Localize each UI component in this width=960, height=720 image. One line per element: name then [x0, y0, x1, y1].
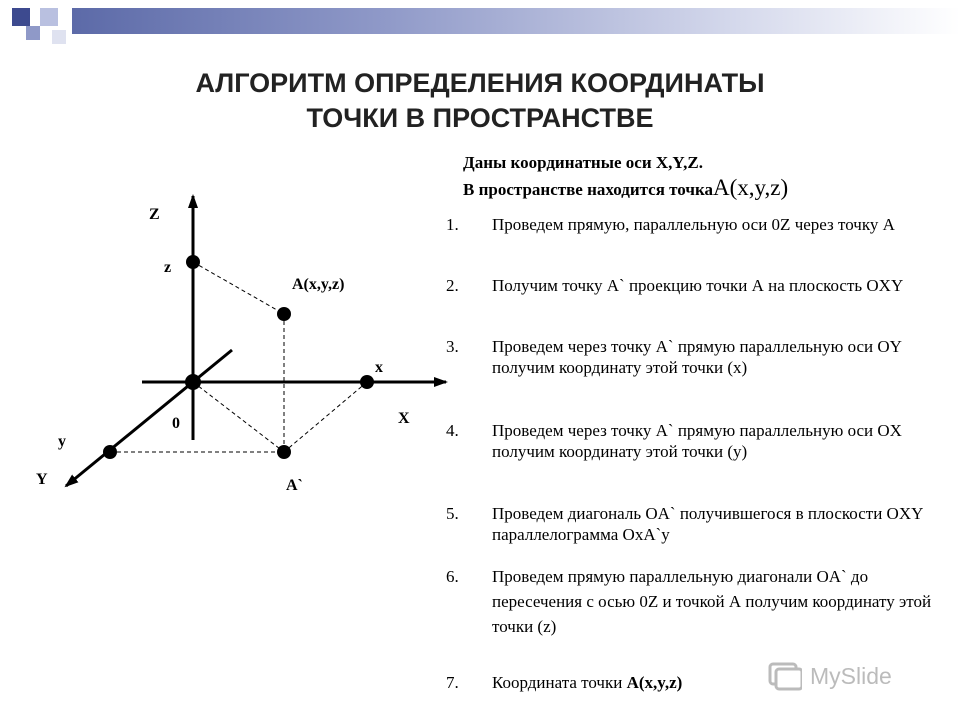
axis-y-line [66, 350, 232, 486]
label-point-a-proj: A` [286, 477, 303, 494]
step-number: 7. [446, 673, 459, 692]
point-a-dot [277, 307, 291, 321]
step-text: Проведем через точку А` прямую параллельную оси OX получим координату этой точки (y) [492, 421, 902, 461]
corner-square-1 [12, 8, 30, 26]
given-point: A(x,y,z) [712, 175, 789, 200]
corner-square-4 [52, 30, 66, 44]
label-point-y: y [58, 433, 66, 450]
step-number: 5. [446, 504, 459, 523]
label-axis-z: Z [149, 206, 160, 223]
watermark [768, 656, 960, 696]
step-number: 6. [446, 567, 459, 586]
label-point-z: z [164, 259, 172, 276]
slide-title [0, 66, 960, 136]
given-line-1: Даны координатные оси X,Y,Z. [463, 153, 703, 172]
point-a-proj-dot [277, 445, 291, 459]
point-z-dot [186, 255, 200, 269]
step-text: Проведем прямую, параллельную оси 0Z через точку А [492, 215, 895, 234]
step-number: 2. [446, 276, 459, 295]
step-7-point: A(x,y,z) [626, 673, 683, 692]
step-text: Проведем диагональ OA` получившегося в плоскости OXY параллелограмма OxA`y [492, 504, 923, 544]
corner-square-3 [26, 26, 40, 40]
step-number: 4. [446, 421, 459, 440]
step-text: Проведем через точку А` прямую параллельную оси OY получим координату этой точки (x) [492, 337, 902, 377]
step-number: 3. [446, 337, 459, 356]
step-text: Получим точку А` проекцию точки А на плоскость OXY [492, 276, 904, 295]
given-line-2-prefix: В пространстве находится точка [463, 180, 713, 199]
slides-logo-icon [768, 661, 802, 691]
step-number: 1. [446, 215, 459, 234]
header-bar [72, 8, 960, 34]
label-point-a: A(x,y,z) [292, 276, 345, 293]
coordinate-diagram [0, 180, 460, 510]
given-text [463, 150, 788, 202]
given-line-2 [463, 175, 788, 202]
label-axis-x: X [398, 410, 410, 427]
point-x-dot [360, 375, 374, 389]
label-axis-y: Y [36, 471, 48, 488]
label-point-x: x [375, 359, 383, 376]
origin-dot [185, 374, 201, 390]
label-origin: 0 [172, 415, 180, 432]
corner-square-2 [40, 8, 58, 26]
point-y-dot [103, 445, 117, 459]
dashed-x-to-proj [284, 382, 367, 452]
dashed-z-to-a [193, 262, 284, 314]
title-line-1: АЛГОРИТМ ОПРЕДЕЛЕНИЯ КООРДИНАТЫ [195, 68, 765, 98]
step-text: Проведем прямую параллельную диагонали OA` до пересечения с осью 0Z и точкой А получим координату этой точки (z) [492, 567, 932, 636]
dashed-origin-to-proj [193, 382, 284, 452]
step-7-prefix: Координата точки [492, 673, 627, 692]
title-line-2: ТОЧКИ В ПРОСТРАНСТВЕ [306, 103, 654, 133]
watermark-text: MySlide [810, 662, 892, 689]
